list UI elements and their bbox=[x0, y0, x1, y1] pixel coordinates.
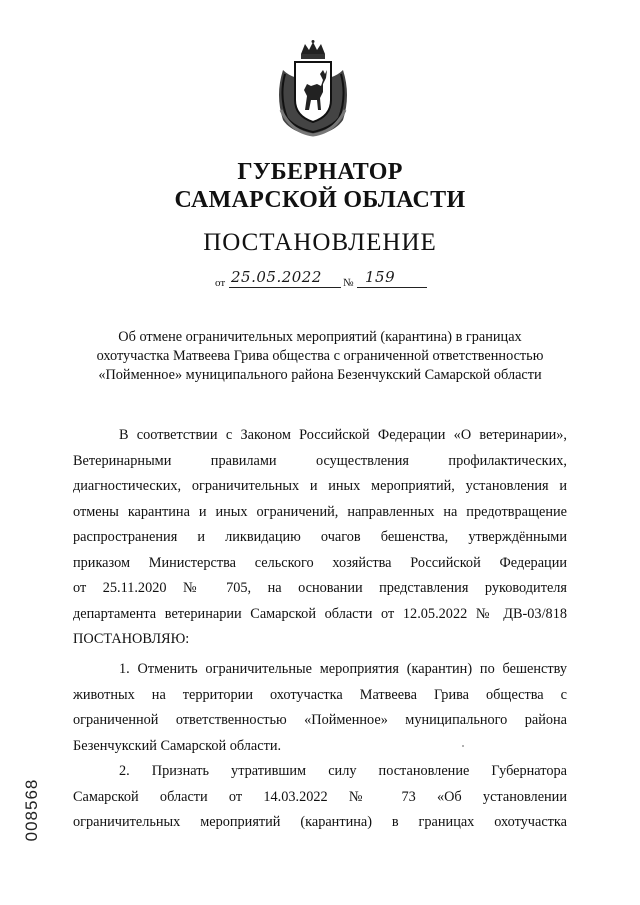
text-line: распространения и ликвидацию очагов бешенства, утверждёнными bbox=[73, 529, 567, 545]
title-line: охотучастка Матвеева Грива общества с ограниченной ответственностью bbox=[96, 348, 544, 364]
side-stamp-number: 008568 bbox=[22, 778, 41, 842]
document-type: ПОСТАНОВЛЕНИЕ bbox=[203, 229, 437, 256]
date-label: от bbox=[215, 277, 226, 289]
preamble-paragraph bbox=[73, 423, 567, 653]
text-line: ограничительных мероприятий (карантина) в границах охотучастка bbox=[73, 814, 567, 830]
text-line: животных на территории охотучастка Матвеева Грива общества с bbox=[73, 686, 567, 703]
title-line: Об отмене ограничительных мероприятий (карантина) в границах bbox=[118, 329, 522, 345]
text-line: отмены карантина и иных ограничений, направленных на предотвращение bbox=[73, 503, 567, 520]
text-line: В соответствии с Законом Российской Федерации «О ветеринарии», bbox=[119, 427, 567, 443]
text-line: от 25.11.2020 № 705, на основании представления руководителя bbox=[73, 580, 567, 596]
text-line: 2. Признать утратившим силу постановление Губернатора bbox=[119, 763, 567, 779]
text-line: приказом Министерства сельского хозяйства Российской Федерации bbox=[73, 554, 567, 571]
coat-of-arms-icon bbox=[271, 40, 355, 138]
text-line: Безенчукский Самарской области. bbox=[73, 737, 282, 754]
text-line: Ветеринарными правилами осуществления профилактических, bbox=[73, 452, 567, 469]
text-line: ограниченной ответственностью «Пойменное» муниципального района bbox=[73, 712, 567, 728]
side-stamp bbox=[20, 770, 40, 850]
date-value: 25.05.2022 bbox=[231, 268, 322, 286]
number-label: № bbox=[343, 277, 354, 289]
issuer-title-line1: ГУБЕРНАТОР bbox=[237, 159, 403, 185]
text-line: департамента ветеринарии Самарской области от 12.05.2022 № ДВ-03/818 bbox=[73, 605, 567, 622]
resolution-word: ПОСТАНОВЛЯЮ: bbox=[73, 631, 190, 647]
text-line: диагностических, ограничительных и иных мероприятий, установления и bbox=[73, 478, 567, 494]
scan-speck bbox=[462, 745, 464, 747]
title-line: «Пойменное» муниципального района Безенчукский Самарской области bbox=[98, 367, 542, 383]
text-line: Самарской области от 14.03.2022 № 73 «Об установлении bbox=[73, 788, 567, 805]
resolution-items bbox=[73, 657, 567, 836]
issuer-title-line2: САМАРСКОЙ ОБЛАСТИ bbox=[174, 187, 466, 213]
text-line: 1. Отменить ограничительные мероприятия (карантин) по бешенству bbox=[119, 661, 567, 677]
number-value: 159 bbox=[365, 268, 396, 286]
document-title bbox=[60, 328, 580, 385]
